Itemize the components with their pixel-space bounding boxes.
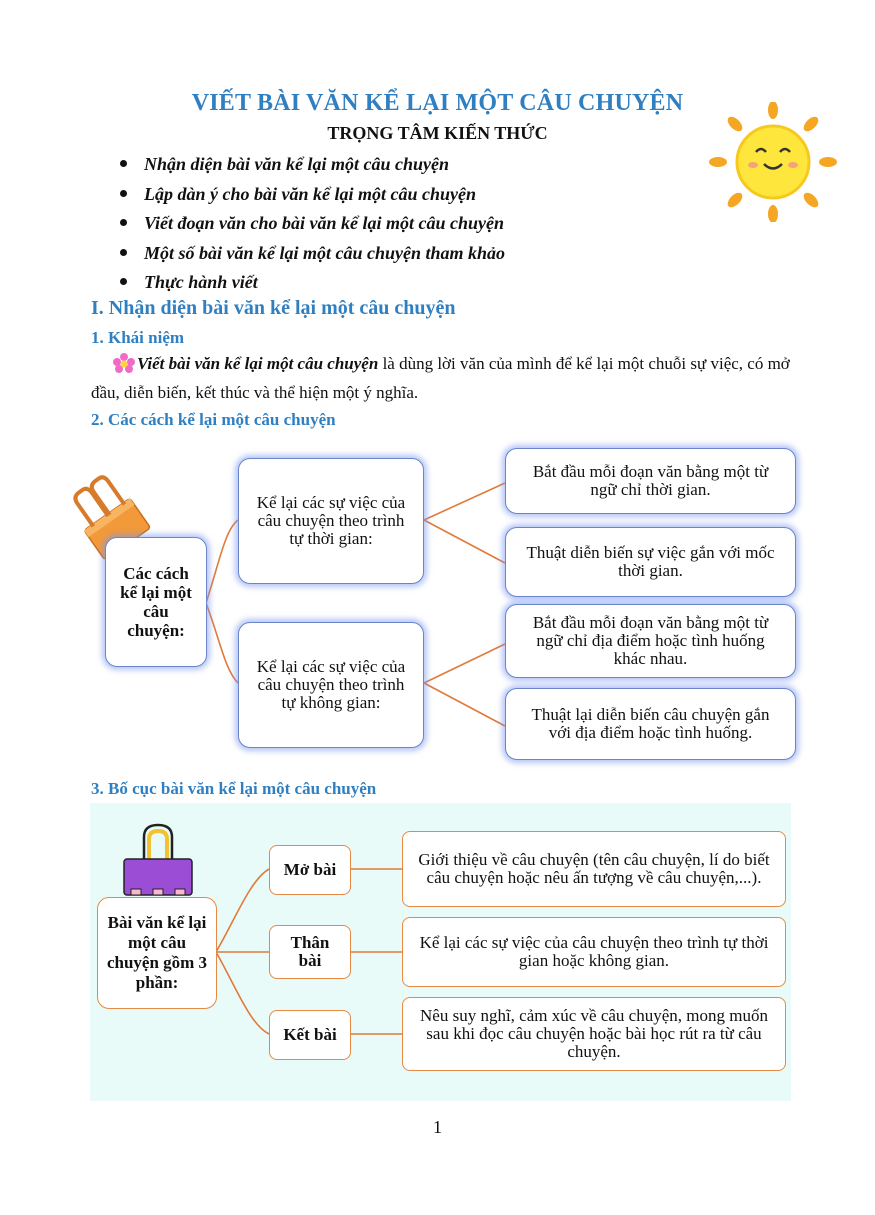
time-leaf-1: Bắt đầu mỗi đoạn văn bằng một từ ngữ chỉ thời gian. [505,448,796,514]
branch-space: Kể lại các sự việc của câu chuyện theo trình tự không gian: [238,622,424,748]
section-heading: I. Nhận diện bài văn kể lại một câu chuyện [91,297,456,319]
concept-heading: 1. Khái niệm [91,328,185,347]
part-conclusion-desc: Nêu suy nghĩ, cảm xúc về câu chuyện, mong muốn sau khi đọc câu chuyện hoặc bài học rút ra từ câu chuyện. [402,997,786,1071]
part-intro-desc: Giới thiệu về câu chuyện (tên câu chuyện, lí do biết câu chuyện hoặc nêu ấn tượng về câu chuyện,...). [402,831,786,907]
list-item: Nhận diện bài văn kể lại một câu chuyện [120,150,680,180]
structure-heading: 3. Bố cục bài văn kể lại một câu chuyện [91,779,377,798]
space-leaf-2: Thuật lại diễn biến câu chuyện gắn với địa điểm hoặc tình huống. [505,688,796,760]
space-leaf-1: Bắt đầu mỗi đoạn văn bằng một từ ngữ chỉ địa điểm hoặc tình huống khác nhau. [505,604,796,678]
diagram1-root: Các cách kể lại một câu chuyện: [105,537,207,667]
page-number: 1 [433,1117,442,1137]
part-intro-label: Mở bài [269,845,351,895]
list-item: Lập dàn ý cho bài văn kể lại một câu chuyện [120,180,680,210]
part-body-label: Thân bài [269,925,351,979]
structure-root: Bài văn kể lại một câu chuyện gồm 3 phần: [97,897,217,1009]
ways-heading: 2. Các cách kể lại một câu chuyện [91,410,336,429]
branch-time: Kể lại các sự việc của câu chuyện theo trình tự thời gian: [238,458,424,584]
part-conclusion-label: Kết bài [269,1010,351,1060]
time-leaf-2: Thuật diễn biến sự việc gắn với mốc thời gian. [505,527,796,597]
list-item: Một số bài văn kể lại một câu chuyện tham khảo [120,239,680,269]
page-title: VIẾT BÀI VĂN KỂ LẠI MỘT CÂU CHUYỆN [191,90,684,116]
page-subtitle: TRỌNG TÂM KIẾN THỨC [327,123,548,143]
list-item: Thực hành viết [120,268,680,298]
part-body-desc: Kể lại các sự việc của câu chuyện theo trình tự thời gian hoặc không gian. [402,917,786,987]
list-item: Viết đoạn văn cho bài văn kể lại một câu chuyện [120,209,680,239]
concept-paragraph: Viết bài văn kể lại một câu chuyện là dùng lời văn của mình để kể lại một chuỗi sự việc, có mở đầu, diễn biến, kết thúc và thể hiện một ý nghĩa. [91,354,790,402]
